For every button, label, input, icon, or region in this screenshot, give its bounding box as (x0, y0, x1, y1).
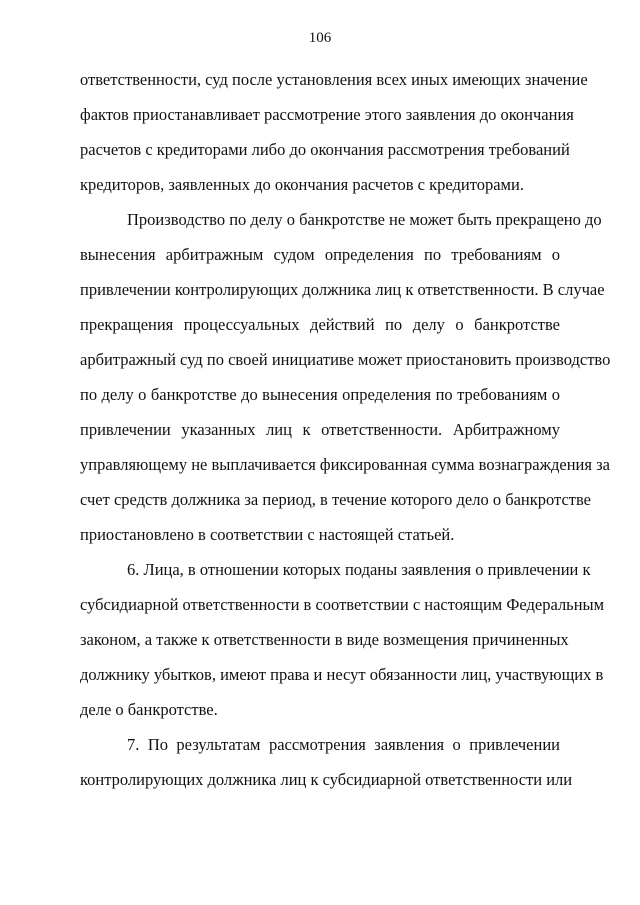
text-line: привлечении контролирующих должника лиц к ответственности. В случае (80, 280, 605, 299)
text-line: кредиторов, заявленных до окончания расчетов с кредиторами. (80, 175, 524, 194)
text-line: должнику убытков, имеют права и несут обязанности лиц, участвующих в (80, 665, 604, 684)
text-line: 7. По результатам рассмотрения заявления о привлечении (127, 735, 560, 754)
text-line: контролирующих должника лиц к субсидиарной ответственности или (80, 770, 573, 789)
text-line: Производство по делу о банкротстве не может быть прекращено до (127, 210, 602, 229)
text-line: вынесения арбитражным судом определения по требованиям о (80, 245, 560, 264)
text-line: расчетов с кредиторами либо до окончания рассмотрения требований (80, 140, 570, 159)
text-line: арбитражный суд по своей инициативе может приостановить производство (80, 350, 611, 369)
page-number: 106 (308, 30, 332, 46)
text-line: приостановлено в соответствии с настоящей статьей. (80, 525, 455, 544)
text-line: фактов приостанавливает рассмотрение этого заявления до окончания (80, 105, 574, 124)
text-line: прекращения процессуальных действий по делу о банкротстве (80, 315, 560, 334)
text-line: привлечении указанных лиц к ответственности. Арбитражному (80, 420, 560, 439)
text-line: счет средств должника за период, в течение которого дело о банкротстве (80, 490, 592, 509)
text-line: управляющему не выплачивается фиксированная сумма вознаграждения за (80, 455, 610, 474)
text-line: законом, а также к ответственности в виде возмещения причиненных (80, 630, 569, 649)
text-line: 6. Лица, в отношении которых поданы заявления о привлечении к (127, 560, 591, 579)
text-line: субсидиарной ответственности в соответствии с настоящим Федеральным (80, 595, 605, 614)
text-line: по делу о банкротстве до вынесения определения по требованиям о (80, 385, 560, 404)
text-line: ответственности, суд после установления всех иных имеющих значение (80, 70, 588, 89)
text-line: деле о банкротстве. (80, 700, 218, 719)
